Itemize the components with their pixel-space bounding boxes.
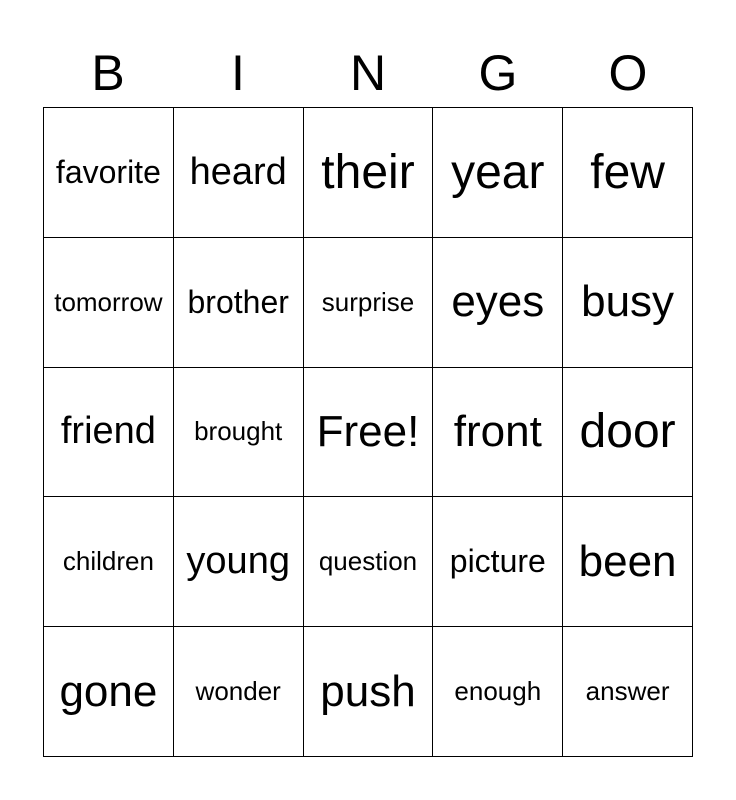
- bingo-cell: gone: [44, 627, 174, 757]
- header-letter-o: O: [608, 45, 648, 101]
- bingo-cell: their: [304, 108, 434, 238]
- bingo-cell: few: [563, 108, 693, 238]
- bingo-cell: busy: [563, 238, 693, 368]
- header-letter-g: G: [478, 45, 518, 101]
- bingo-cell: children: [44, 497, 174, 627]
- bingo-cell: been: [563, 497, 693, 627]
- bingo-cell: question: [304, 497, 434, 627]
- bingo-cell: picture: [433, 497, 563, 627]
- bingo-cell: door: [563, 368, 693, 498]
- bingo-cell: eyes: [433, 238, 563, 368]
- bingo-cell: heard: [174, 108, 304, 238]
- bingo-header: [43, 42, 693, 104]
- bingo-cell: front: [433, 368, 563, 498]
- bingo-cell: young: [174, 497, 304, 627]
- header-letter-i: I: [231, 45, 245, 101]
- bingo-cell: push: [304, 627, 434, 757]
- bingo-cell: brother: [174, 238, 304, 368]
- bingo-cell: answer: [563, 627, 693, 757]
- bingo-cell: favorite: [44, 108, 174, 238]
- bingo-cell: tomorrow: [44, 238, 174, 368]
- bingo-cell free-space: Free!: [304, 368, 434, 498]
- bingo-cell: year: [433, 108, 563, 238]
- bingo-cell: wonder: [174, 627, 304, 757]
- bingo-cell: enough: [433, 627, 563, 757]
- bingo-cell: brought: [174, 368, 304, 498]
- header-letter-b: B: [91, 45, 125, 101]
- bingo-cell: friend: [44, 368, 174, 498]
- header-letter-n: N: [349, 45, 387, 101]
- bingo-board: [43, 107, 693, 757]
- bingo-cell: surprise: [304, 238, 434, 368]
